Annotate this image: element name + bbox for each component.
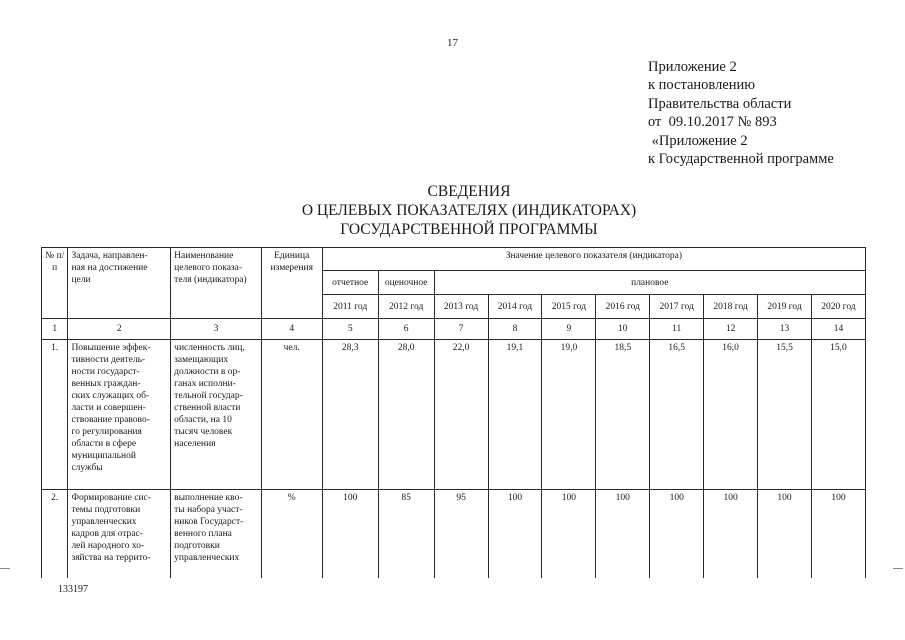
header-task: Задача, направлен- ная на достижение цели	[68, 248, 171, 319]
footer-code: 133197	[58, 584, 88, 595]
value-cell: 18,5	[596, 340, 650, 490]
row-unit: чел.	[261, 340, 322, 490]
header-num: № п/п	[42, 248, 68, 319]
document-title: СВЕДЕНИЯ О ЦЕЛЕВЫХ ПОКАЗАТЕЛЯХ (ИНДИКАТОРАХ) ГОСУДАРСТВЕННОЙ ПРОГРАММЫ	[301, 183, 637, 238]
year-cell: 2014 год	[488, 295, 542, 319]
column-number: 5	[322, 319, 378, 340]
value-cell: 15,5	[758, 340, 812, 490]
value-cell: 95	[434, 490, 488, 578]
value-cell: 22,0	[434, 340, 488, 490]
year-cell: 2013 год	[434, 295, 488, 319]
column-number: 3	[171, 319, 262, 340]
year-cell: 2017 год	[650, 295, 704, 319]
header-planned: плановое	[434, 271, 865, 295]
table-row	[42, 490, 866, 578]
value-cell: 100	[596, 490, 650, 578]
value-cell: 85	[378, 490, 434, 578]
value-cell: 100	[650, 490, 704, 578]
row-num: 1.	[42, 340, 68, 490]
value-cell: 100	[811, 490, 865, 578]
header-value: Значение целевого показателя (индикатора)	[322, 248, 865, 271]
value-cell: 100	[488, 490, 542, 578]
value-cell: 15,0	[811, 340, 865, 490]
column-number: 11	[650, 319, 704, 340]
margin-mark	[0, 568, 10, 569]
value-cell: 16,0	[704, 340, 758, 490]
year-cell: 2015 год	[542, 295, 596, 319]
value-cell: 100	[542, 490, 596, 578]
header-estimated: оценочное	[378, 271, 434, 295]
column-number: 2	[68, 319, 171, 340]
header-reported: отчетное	[322, 271, 378, 295]
value-cell: 100	[758, 490, 812, 578]
row-indicator: численность лиц, замещающих должности в ор- ганах исполни- тельной государ- ственной власти области, на 10 тысяч человек населения	[171, 340, 262, 490]
column-number: 7	[434, 319, 488, 340]
row-indicator: выполнение кво- ты набора участ- ников Государст- венного плана подготовки управленческих	[171, 490, 262, 578]
value-cell: 100	[322, 490, 378, 578]
value-cell: 100	[704, 490, 758, 578]
row-task: Формирование сис- темы подготовки управленческих кадров для отрас- лей народного хо- зяйства на террито-	[68, 490, 171, 578]
row-task: Повышение эффек- тивности деятель- ности государст- венных граждан- ских служащих об- ласти и совершен- ствование правово- го регулирования области в сфере муниципальной службы	[68, 340, 171, 490]
column-number: 12	[704, 319, 758, 340]
margin-mark	[893, 568, 903, 569]
header-indicator: Наименование целевого показа- теля (индикатора)	[171, 248, 262, 319]
column-number: 9	[542, 319, 596, 340]
page-number: 17	[447, 37, 458, 49]
year-cell: 2018 год	[704, 295, 758, 319]
year-cell: 2016 год	[596, 295, 650, 319]
table-row	[42, 340, 866, 490]
header-unit: Единица измерения	[261, 248, 322, 319]
year-cell: 2019 год	[758, 295, 812, 319]
year-cell: 2020 год	[811, 295, 865, 319]
column-number: 1	[42, 319, 68, 340]
column-number: 6	[378, 319, 434, 340]
appendix-note: Приложение 2 к постановлению Правительства области от 09.10.2017 № 893 «Приложение 2 к Государственной программе	[648, 59, 834, 168]
column-number: 10	[596, 319, 650, 340]
value-cell: 19,0	[542, 340, 596, 490]
year-cell: 2012 год	[378, 295, 434, 319]
value-cell: 16,5	[650, 340, 704, 490]
column-number: 8	[488, 319, 542, 340]
value-cell: 28,3	[322, 340, 378, 490]
column-number: 4	[261, 319, 322, 340]
value-cell: 28,0	[378, 340, 434, 490]
row-unit: %	[261, 490, 322, 578]
column-number: 14	[811, 319, 865, 340]
indicators-table	[41, 247, 866, 580]
column-number: 13	[758, 319, 812, 340]
value-cell: 19,1	[488, 340, 542, 490]
row-num: 2.	[42, 490, 68, 578]
year-cell: 2011 год	[322, 295, 378, 319]
